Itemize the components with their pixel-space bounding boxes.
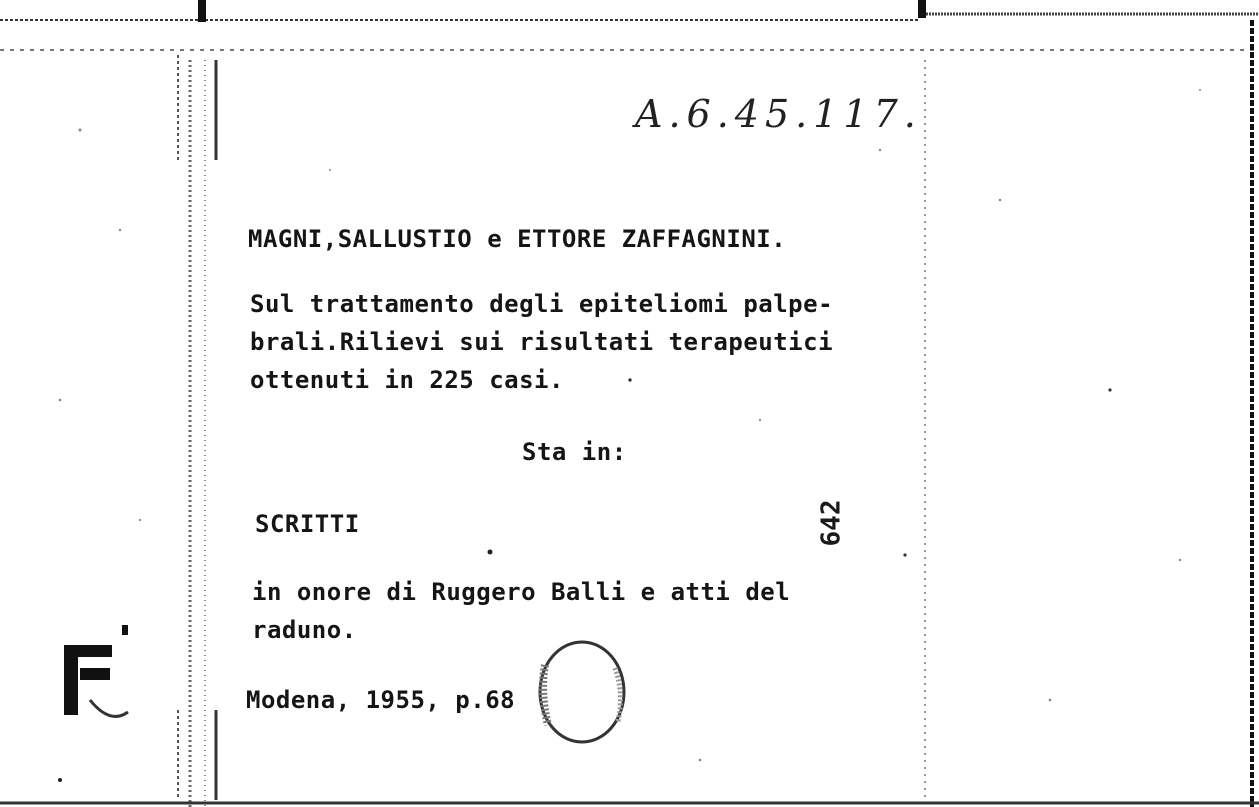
shelfmark-handwritten: A.6.45.117. xyxy=(635,92,922,136)
sta-in-label: Sta in: xyxy=(522,438,627,466)
imprint-line: Modena, 1955, p.68 xyxy=(246,686,516,714)
side-number: 642 xyxy=(816,499,847,547)
title-line-1: Sul trattamento degli epiteliomi palpe- xyxy=(250,290,834,318)
title-line-3: ottenuti in 225 casi. xyxy=(250,366,564,394)
title-line-2: brali.Rilievi sui risultati terapeutici xyxy=(250,328,834,356)
f-stamp-icon xyxy=(64,625,128,716)
host-line-1: in onore di Ruggero Balli e atti del xyxy=(252,578,791,606)
author-line: MAGNI,SALLUSTIO e ETTORE ZAFFAGNINI. xyxy=(248,225,787,253)
host-line-2: raduno. xyxy=(252,616,357,644)
series-label: SCRITTI xyxy=(255,510,360,538)
